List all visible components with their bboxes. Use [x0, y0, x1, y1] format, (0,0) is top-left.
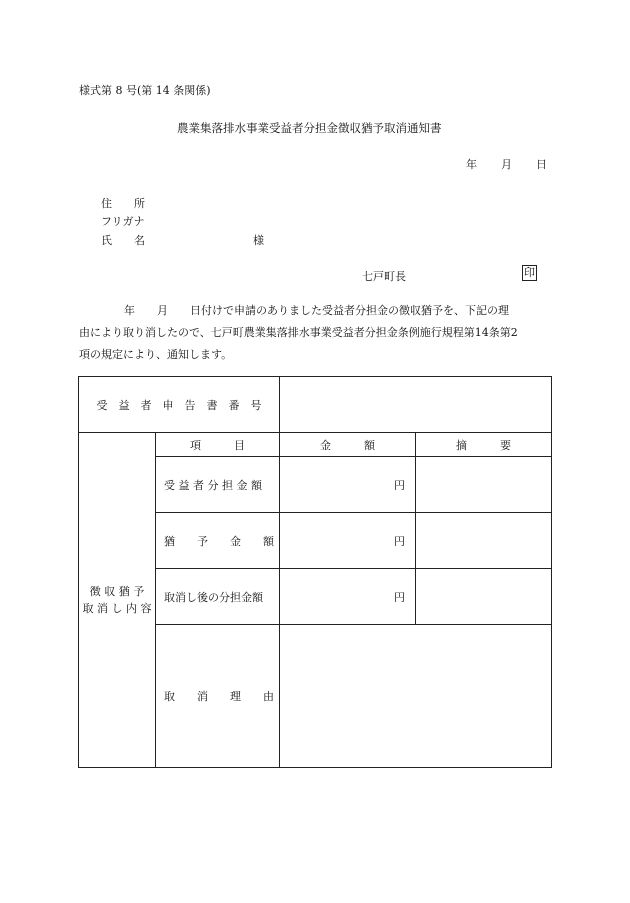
reason-label: 取 消 理 由 [156, 625, 280, 768]
document-title: 農業集落排水事業受益者分担金徴収猶予取消通知書 [177, 121, 442, 135]
date-year-label: 年 [466, 158, 477, 171]
column-header-summary: 摘 要 [416, 433, 552, 457]
notice-paragraph [79, 300, 551, 366]
row-item-label: 受 益 者 分 担 金 額 [156, 457, 280, 513]
honorific: 様 [253, 234, 264, 247]
row-amount-unit: 円 [280, 457, 416, 513]
name-label: 氏 名 [101, 234, 145, 247]
date-day-label: 日 [536, 158, 547, 171]
row-amount-unit: 円 [280, 513, 416, 569]
date-month-label: 月 [501, 158, 512, 171]
row-amount-unit: 円 [280, 569, 416, 625]
column-header-amount: 金 額 [280, 433, 416, 457]
column-header-item: 項 目 [156, 433, 280, 457]
row-item-label: 取消し後の分担金額 [156, 569, 280, 625]
paragraph-line-2: 由により取り消したので、七戸町農業集落排水事業受益者分担金条例施行規程第14条第2 [79, 326, 518, 339]
section-label [79, 433, 156, 768]
section-label-line-1: 徴 収 猶 予 [89, 585, 145, 598]
report-number-value[interactable] [280, 377, 552, 433]
row-summary[interactable] [416, 457, 552, 513]
paragraph-line-3: 項の規定により、通知します。 [79, 348, 233, 361]
report-number-label: 受 益 者 申 告 書 番 号 [79, 377, 280, 433]
issuer-name: 七戸町長 [362, 270, 406, 283]
reason-value[interactable] [280, 625, 552, 768]
row-item-label: 猶 予 金 額 [156, 513, 280, 569]
section-label-line-2: 取 消 し 内 容 [82, 602, 152, 615]
seal-box: 印 [524, 266, 535, 279]
row-summary[interactable] [416, 569, 552, 625]
row-summary[interactable] [416, 513, 552, 569]
form-number: 様式第 8 号(第 14 条関係) [79, 84, 211, 97]
cancellation-table [78, 376, 552, 768]
paragraph-line-1: 年 月 日付けで申請のありました受益者分担金の徴収猶予を、下記の理 [124, 304, 509, 317]
address-label: 住 所 [101, 197, 145, 210]
furigana-label: フリガナ [101, 215, 145, 228]
